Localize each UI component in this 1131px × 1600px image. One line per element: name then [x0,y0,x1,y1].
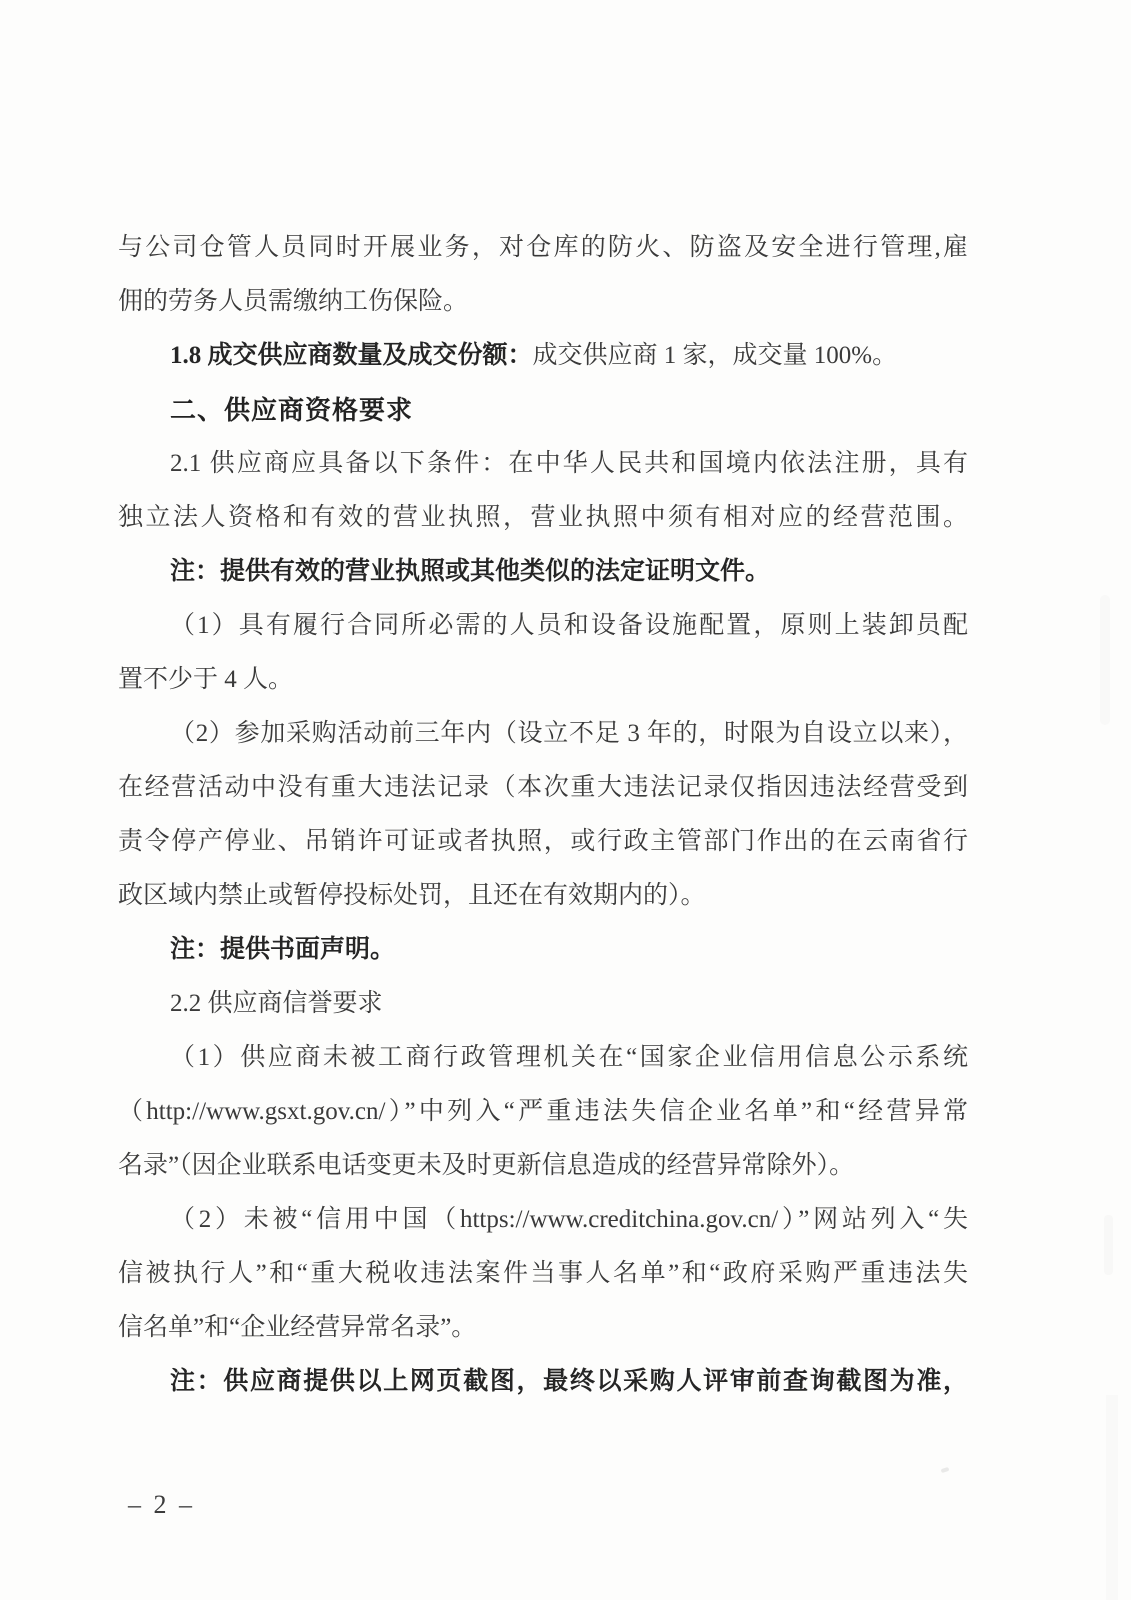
text-line [118,491,968,545]
page-number: – 2 – [128,1490,195,1519]
text-segment: 成交供应商 1 家，成交量 100%。 [532,342,898,369]
text-segment: （1）供应商未被工商行政管理机关在“国家企业信用信息公示系统 [170,1044,968,1071]
text-segment: 在经营活动中没有重大违法记录（本次重大违法记录仅指因违法经营受到 [118,774,968,801]
text-block [118,221,968,1409]
text-line [118,437,968,491]
text-segment: 1.8 成交供应商数量及成交份额： [170,342,533,369]
text-segment: 信名单”和“企业经营异常名录”。 [118,1314,477,1341]
text-segment: 信被执行人”和“重大税收违法案件当事人名单”和“政府采购严重违法失 [118,1260,968,1287]
text-segment: （2）未被“信用中国（https://www.creditchina.gov.cn/）”网站列入“失 [170,1206,968,1233]
text-segment: 名录”（因企业联系电话变更未及时更新信息造成的经营异常除外）。 [118,1152,855,1179]
text-segment: 独立法人资格和有效的营业执照，营业执照中须有相对应的经营范围。 [118,504,968,531]
text-line [118,707,968,761]
text-segment: （1）具有履行合同所必需的人员和设备设施配置，原则上装卸员配 [170,612,968,639]
text-line [118,383,968,437]
text-line [118,653,968,707]
text-line [118,1031,968,1085]
text-line [118,1085,968,1139]
text-segment: 与公司仓管人员同时开展业务，对仓库的防火、防盗及安全进行管理,雇 [118,234,968,261]
text-line [118,1301,968,1355]
scan-artifact-streak [1100,595,1110,725]
text-segment: 注：提供书面声明。 [170,936,396,963]
text-line [118,275,968,329]
text-line [118,815,968,869]
text-line [118,1355,968,1409]
scan-artifact-speck [941,1467,950,1473]
text-line [118,761,968,815]
text-line [118,1139,968,1193]
text-segment: （http://www.gsxt.gov.cn/）”中列入“严重违法失信企业名单”和“经营异常 [118,1098,968,1125]
text-line [118,329,968,383]
text-segment: 2.2 供应商信誉要求 [170,990,383,1017]
text-line [118,1247,968,1301]
text-segment: 注：提供有效的营业执照或其他类似的法定证明文件。 [170,558,771,585]
text-segment: 二、供应商资格要求 [170,395,414,425]
text-line [118,869,968,923]
text-segment: （2）参加采购活动前三年内（设立不足 3 年的，时限为自设立以来）， [170,720,968,747]
text-segment: 置不少于 4 人。 [118,666,294,693]
text-segment: 注：供应商提供以上网页截图，最终以采购人评审前查询截图为准， [170,1368,968,1395]
text-segment: 责令停产停业、吊销许可证或者执照，或行政主管部门作出的在云南省行 [118,828,968,855]
text-line [118,221,968,275]
text-segment: 2.1 供应商应具备以下条件：在中华人民共和国境内依法注册，具有 [170,450,968,477]
text-line [118,599,968,653]
text-line [118,1193,968,1247]
scan-artifact-streak [1106,1395,1118,1600]
text-line [118,545,968,599]
text-line [118,923,968,977]
text-segment: 政区域内禁止或暂停投标处罚，且还在有效期内的）。 [118,882,706,909]
scan-artifact-streak [1104,1215,1113,1275]
text-line [118,977,968,1031]
text-segment: 佣的劳务人员需缴纳工伤保险。 [118,288,469,315]
